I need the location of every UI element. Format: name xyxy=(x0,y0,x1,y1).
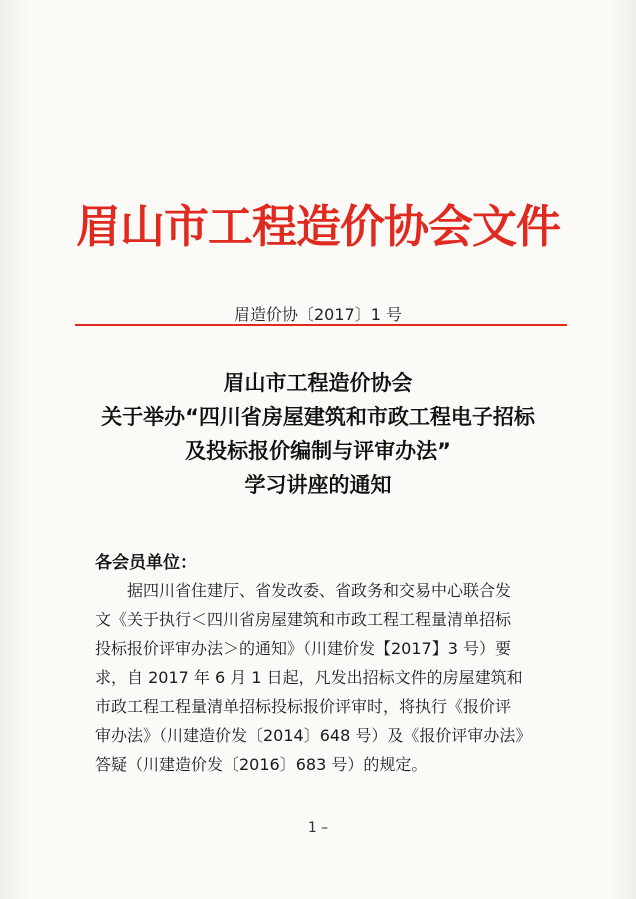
body-line-4: 求，自 2017 年 6 月 1 日起，凡发出招标文件的房屋建筑和 xyxy=(95,668,523,687)
notice-title-line-2: 关于举办“四川省房屋建筑和市政工程电子招标 xyxy=(101,405,535,429)
document-header-title: 眉山市工程造价协会文件 xyxy=(75,200,560,253)
body-line-2: 文《关于执行＜四川省房屋建筑和市政工程工程量清单招标 xyxy=(95,610,512,629)
body-line-5: 市政工程工程量清单招标投标报价评审时，将执行《报价评 xyxy=(95,697,512,716)
body-line-3: 投标报价评审办法＞的通知》（川建价发【2017】3 号）要 xyxy=(95,639,511,658)
body-line-1: 据四川省住建厅、省发改委、省政务和交易中心联合发 xyxy=(127,581,512,600)
header-divider xyxy=(75,324,567,326)
notice-title-line-4: 学习讲座的通知 xyxy=(244,473,392,497)
notice-title xyxy=(0,366,636,502)
notice-title-line-1: 眉山市工程造价协会 xyxy=(223,371,413,395)
body-line-7: 答疑（川建造价发〔2016〕683 号）的规定。 xyxy=(95,755,428,774)
document-number: 眉造价协〔2017〕1 号 xyxy=(234,305,402,324)
salutation: 各会员单位： xyxy=(95,553,197,573)
page-number: 1 – xyxy=(307,820,329,836)
notice-title-line-3: 及投标报价编制与评审办法” xyxy=(185,439,451,463)
body-line-6: 审办法》（川建造价发〔2014〕648 号）及《报价评审办法》 xyxy=(95,726,532,745)
body-paragraph xyxy=(95,576,565,779)
